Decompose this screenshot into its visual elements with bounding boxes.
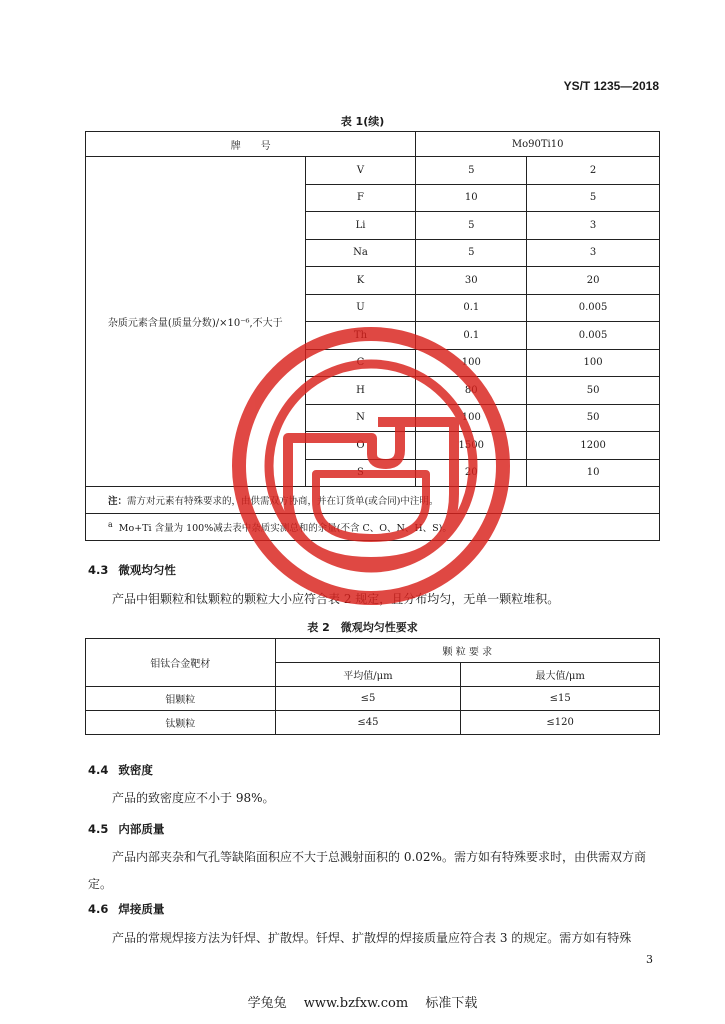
particle-name-cell: 钛颗粒 [86,711,276,735]
section-title: 微观均匀性 [118,563,176,577]
value-a-cell: 1500 [416,432,527,460]
section-title: 内部质量 [118,822,165,836]
table-row [86,687,660,711]
element-cell: Li [305,212,416,240]
table2-caption: 表 2 微观均匀性要求 [307,621,418,634]
value-a-cell: 100 [416,404,527,432]
value-a-cell: 5 [416,212,527,240]
maximum-cell: ≤15 [461,687,660,711]
uniformity-table [85,638,660,735]
page-number: 3 [646,953,653,966]
value-b-cell: 3 [527,239,660,267]
value-b-cell: 50 [527,404,660,432]
site-footer: 学兔兔 www.bzfxw.com 标准下载 [247,996,478,1011]
value-a-cell: 10 [416,184,527,212]
particle-name-cell: 钼颗粒 [86,687,276,711]
section-4-3-text: 产品中钼颗粒和钛颗粒的颗粒大小应符合表 2 规定，且分布均匀，无单一颗粒堆积。 [112,592,560,606]
section-title: 焊接质量 [118,902,165,916]
value-a-cell: 80 [416,377,527,405]
target-material-header: 钼钛合金靶材 [86,639,276,687]
footnote-mark: a [108,519,113,529]
grade-header: 牌 号 [86,132,416,157]
section-number: 4.5 [88,822,109,836]
table-note-row [86,487,660,514]
section-4-3-heading [88,562,176,578]
section-4-6-heading [88,901,164,917]
average-cell: ≤45 [275,711,461,735]
value-a-cell: 100 [416,349,527,377]
maximum-cell: ≤120 [461,711,660,735]
value-a-cell: 0.1 [416,294,527,322]
value-a-cell: 5 [416,157,527,185]
element-cell: V [305,157,416,185]
impurity-group-label: 杂质元素含量(质量分数)/×10⁻⁶,不大于 [86,157,306,487]
element-cell: F [305,184,416,212]
value-b-cell: 20 [527,267,660,295]
element-cell: Na [305,239,416,267]
value-a-cell: 5 [416,239,527,267]
element-cell: K [305,267,416,295]
note-text: 需方对元素有特殊要求的，由供需双方协商，并在订货单(或合同)中注明。 [127,496,439,507]
table-footnote-row [86,514,660,541]
element-cell: U [305,294,416,322]
element-cell: N [305,404,416,432]
section-number: 4.3 [88,563,109,577]
value-b-cell: 10 [527,459,660,487]
value-b-cell: 1200 [527,432,660,460]
value-b-cell: 100 [527,349,660,377]
section-4-4-heading [88,762,153,778]
note-label: 注： [108,496,128,507]
average-header: 平均值/μm [275,663,461,687]
table-row [86,157,660,185]
value-b-cell: 50 [527,377,660,405]
impurity-table [85,131,660,541]
value-b-cell: 0.005 [527,294,660,322]
value-b-cell: 0.005 [527,322,660,350]
section-title: 致密度 [118,763,153,777]
section-4-5-heading [88,821,164,837]
value-b-cell: 2 [527,157,660,185]
value-a-cell: 0.1 [416,322,527,350]
particle-requirement-header: 颗 粒 要 求 [275,639,659,663]
section-number: 4.6 [88,902,109,916]
footnote-text: Mo+Ti 含量为 100%减去表中杂质实测总和的余量(不含 C、O、N、H、S)。 [118,523,452,535]
value-b-cell: 3 [527,212,660,240]
element-cell: Th [305,322,416,350]
element-cell: O [305,432,416,460]
average-cell: ≤5 [275,687,461,711]
maximum-header: 最大值/μm [461,663,660,687]
table-header-row [86,132,660,157]
value-a-cell: 20 [416,459,527,487]
element-cell: H [305,377,416,405]
table-row [86,711,660,735]
table1-caption: 表 1(续) [340,115,385,128]
element-cell: C [305,349,416,377]
element-cell: S [305,459,416,487]
value-b-cell: 5 [527,184,660,212]
standard-number: YS/T 1235—2018 [563,79,659,93]
section-4-5-text: 产品内部夹杂和气孔等缺陷面积应不大于总溅射面积的 0.02%。需方如有特殊要求时，由供需双方商定。 [88,850,646,891]
grade-value-header: Mo90Ti10 [416,132,660,157]
section-4-6-text: 产品的常规焊接方法为钎焊、扩散焊。钎焊、扩散焊的焊接质量应符合表 3 的规定。需方如有特殊 [112,931,632,945]
value-a-cell: 30 [416,267,527,295]
table-note [86,487,660,514]
section-4-4-text: 产品的致密度应不小于 98%。 [112,791,275,805]
section-number: 4.4 [88,763,109,777]
table-footnote [86,514,660,541]
